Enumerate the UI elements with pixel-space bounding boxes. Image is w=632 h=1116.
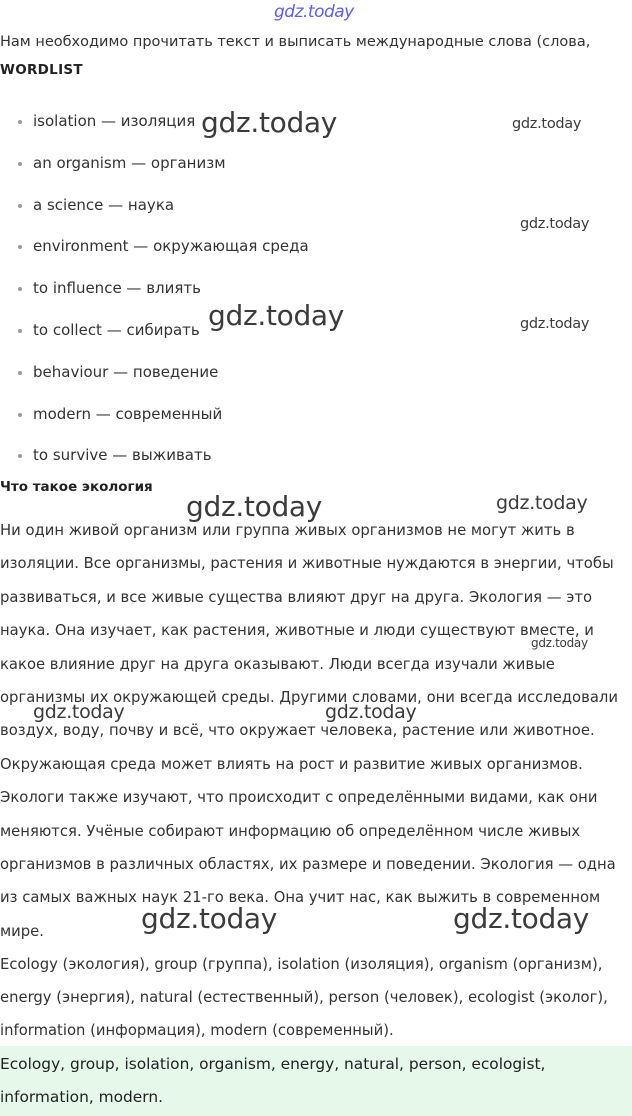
watermark: gdz.today	[453, 902, 590, 935]
result-line: information, modern.	[0, 1088, 163, 1106]
paragraph-line: Ни один живой организм или группа живых организмов не могут жить в	[0, 522, 575, 539]
wordlist-item: to survive — выживать	[0, 442, 632, 484]
result-line: Ecology, group, isolation, organism, energy, natural, person, ecologist,	[0, 1055, 546, 1073]
section-heading: Что такое экология	[0, 479, 153, 495]
watermark: gdz.today	[520, 216, 590, 232]
wordlist	[0, 108, 632, 484]
article-paragraph	[0, 514, 632, 948]
result-box	[0, 1046, 632, 1116]
paragraph-line: организмов в различных областях, их размере и поведении. Экология — одна	[0, 856, 616, 874]
wordlist-heading: WORDLIST	[0, 62, 83, 78]
watermark: gdz.today	[33, 701, 125, 723]
answer-line: Ecology (экология), group (группа), isolation (изоляция), organism (организм),	[0, 956, 603, 973]
wordlist-item: modern — современный	[0, 401, 632, 443]
watermark: gdz.today	[186, 490, 323, 523]
paragraph-line: развиваться, и все живые существа влияют друг на друга. Экология — это	[0, 588, 593, 606]
watermark: gdz.today	[201, 106, 338, 139]
paragraph-line: Окружающая среда может влиять на рост и развитие живых организмов.	[0, 755, 583, 773]
paragraph-line: Экологи также изучают, что происходит с определёнными видами, как они	[0, 789, 598, 807]
watermark: gdz.today	[208, 299, 345, 332]
answer-line: information (информация), modern (современный).	[0, 1022, 394, 1040]
watermark: gdz.today	[141, 902, 278, 935]
wordlist-item: environment — окружающая среда	[0, 233, 632, 275]
answer-line: energy (энергия), natural (естественный), person (человек), ecologist (эколог),	[0, 989, 608, 1007]
paragraph-line: изоляции. Все организмы, растения и животные нуждаются в энергии, чтобы	[0, 555, 614, 573]
paragraph-line: какое влияние друг на друга оказывают. Люди всегда изучали живые	[0, 655, 555, 673]
wordlist-item: a science — наука	[0, 192, 632, 234]
watermark: gdz.today	[520, 316, 590, 332]
intro-text: Нам необходимо прочитать текст и выписать международные слова (слова,	[0, 34, 591, 50]
watermark: gdz.today	[325, 701, 417, 723]
wordlist-item: isolation — изоляция	[0, 108, 632, 150]
wordlist-item: an organism — организм	[0, 150, 632, 192]
watermark: gdz.today	[512, 116, 582, 132]
paragraph-line: организмы их окружающей среды. Другими словами, они всегда исследовали	[0, 689, 618, 707]
wordlist-item: to collect — сибирать	[0, 317, 632, 359]
wordlist-item: to influence — влиять	[0, 275, 632, 317]
paragraph-line: мире.	[0, 922, 44, 940]
paragraph-line: меняются. Учёные собирают информацию об определённом числе живых	[0, 822, 581, 840]
paragraph-line: наука. Она изучает, как растения, животные и люди существуют вместе, и	[0, 622, 594, 640]
paragraph-line: воздух, воду, почву и всё, что окружает человека, растение или животное.	[0, 722, 595, 740]
watermark: gdz.today	[531, 636, 588, 650]
paragraph-line: из самых важных наук 21-го века. Она учит нас, как выжить в современном	[0, 889, 601, 907]
watermark: gdz.today	[496, 492, 588, 514]
wordlist-item: behaviour — поведение	[0, 359, 632, 401]
site-logo[interactable]: gdz.today	[274, 2, 354, 22]
answer-text	[0, 948, 632, 1048]
